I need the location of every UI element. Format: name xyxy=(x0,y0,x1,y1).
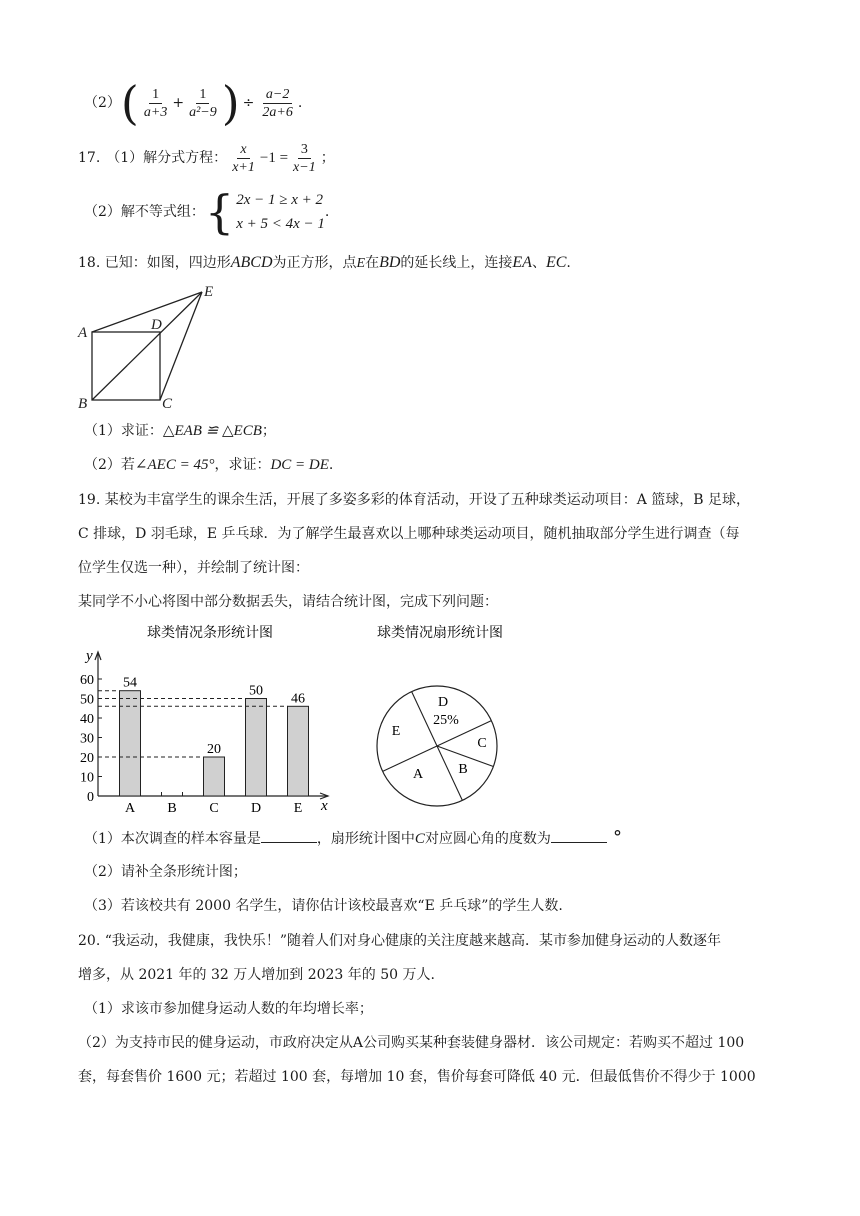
pie-chart-title: 球类情况扇形统计图 xyxy=(377,626,503,641)
q19-part3: （3）若该校共有 2000 名学生，请你估计该校最喜欢“E 乒乓球”的学生人数. xyxy=(84,898,563,914)
q16-frac2: $\frac{1}{\text{a²−9}}$ xyxy=(189,86,217,120)
label-e: E xyxy=(204,284,214,300)
q17-p2-end: . xyxy=(324,204,330,220)
left-paren: ( xyxy=(120,76,139,130)
q17-p2-label: （2）解不等式组： xyxy=(84,204,205,220)
line-be xyxy=(92,292,202,400)
pie-label-B: B xyxy=(458,762,468,777)
q16-plus: + xyxy=(172,95,185,111)
bar-value-label-D: 50 xyxy=(249,683,263,699)
inequality-system xyxy=(204,185,325,239)
q16-end: . xyxy=(297,95,303,111)
q20-line2: 增多，从 2021 年的 32 万人增加到 2023 年的 50 万人. xyxy=(78,967,435,983)
q20-line5: 套，每套售价 1600 元；若超过 100 套，每增加 10 套，售价每套可降低 40 元．但最低售价不得少于 1000 xyxy=(78,1069,756,1085)
q16-frac3: $\frac{a-2}{2a+6}$ xyxy=(262,86,293,120)
x-tick-label-C: C xyxy=(209,801,219,816)
bar-E xyxy=(288,706,309,796)
q18-part2: （2）若∠AEC = 45°，求证：DC = DE. xyxy=(84,457,334,473)
x-tick-label-A: A xyxy=(124,801,136,816)
bar-D xyxy=(246,699,267,797)
q17-frac1: $\frac{x}{x+1}$ xyxy=(232,141,255,175)
y-tick-label: 20 xyxy=(80,751,94,766)
label-b: B xyxy=(78,396,88,412)
q19-stem-line4: 某同学不小心将图中部分数据丢失，请结合统计图，完成下列问题： xyxy=(78,594,498,610)
q19-part1: （1）本次调查的样本容量是 ，扇形统计图中C对应圆心角的度数为 ° xyxy=(84,827,622,848)
bar-chart-title: 球类情况条形统计图 xyxy=(147,626,273,641)
pie-divider xyxy=(383,746,437,771)
y-tick-label: 40 xyxy=(80,712,94,727)
q19-stem-line1: 19. 某校为丰富学生的课余生活，开展了多姿多彩的体育活动，开设了五种球类运动项目：A 篮球，B 足球， xyxy=(78,492,751,508)
bar-chart xyxy=(70,620,350,820)
bar-value-label-C: 20 xyxy=(207,742,221,757)
pie-label-A: A xyxy=(412,767,424,782)
q19-stem-line3: 位学生仅选一种），并绘制了统计图： xyxy=(78,560,309,576)
q17-frac2: $\frac{3}{x-1}$ xyxy=(293,141,316,175)
label-c: C xyxy=(162,396,173,412)
x-tick-label-D: D xyxy=(250,801,262,816)
q17-p1-end: ； xyxy=(320,150,335,166)
inequality-row2: x + 5 < 4x − 1 xyxy=(236,216,325,232)
y-tick-label: 0 xyxy=(87,790,94,805)
bar-C xyxy=(204,757,225,796)
inequality-row1: 2x − 1 ≥ x + 2 xyxy=(236,192,323,208)
pie-label-C: C xyxy=(477,736,487,751)
q17-p1-label: （1）解分式方程： xyxy=(106,150,228,166)
x-axis-label: x xyxy=(321,798,328,814)
bar-value-label-A: 54 xyxy=(123,675,137,691)
q20-line3: （1）求该市参加健身运动人数的年均增长率； xyxy=(84,1001,373,1017)
y-tick-label: 10 xyxy=(80,770,94,786)
square-figure xyxy=(72,280,232,412)
q17-number: 17. xyxy=(78,150,101,166)
right-paren: ) xyxy=(221,76,240,130)
q18-part1: （1）求证：△EAB ≌ △ECB； xyxy=(84,423,276,439)
y-tick-label: 60 xyxy=(80,673,94,688)
q17-part1 xyxy=(78,138,335,178)
q19-part2: （2）请补全条形统计图； xyxy=(84,864,247,880)
q18-stem: 18. 已知：如图，四边形ABCD为正方形，点E在BD的延长线上，连接EA、EC. xyxy=(78,254,571,271)
label-a: A xyxy=(78,325,88,341)
pie-label-D: D xyxy=(437,695,449,710)
q16-div: ÷ xyxy=(242,95,255,111)
bar-value-label-E: 46 xyxy=(291,691,305,707)
pie-label-E: E xyxy=(391,724,401,739)
q16-expression xyxy=(84,78,302,128)
q16-frac1: $\frac{1}{a+3}$ xyxy=(143,86,168,120)
q17-mid: −1 = xyxy=(259,150,289,166)
label-d: D xyxy=(151,317,162,333)
x-tick-label-E: E xyxy=(293,801,303,816)
pie-percent-D: 25% xyxy=(433,713,459,728)
q17-part2 xyxy=(84,186,329,238)
q20-line1: 20. “我运动，我健康，我快乐！”随着人们对身心健康的关注度越来越高．某市参加健身运动的人数逐年 xyxy=(78,933,722,949)
q16-number: （2） xyxy=(84,95,121,111)
y-tick-label: 30 xyxy=(80,731,94,747)
q19-stem-line2: C 排球，D 羽毛球，E 乒乓球．为了解学生最喜欢以上哪种球类运动项目，随机抽取部分学生进行调查（每 xyxy=(78,526,740,542)
line-ae xyxy=(92,292,202,332)
y-axis-label: y xyxy=(86,648,93,664)
answer-blank-1[interactable] xyxy=(261,828,317,843)
x-tick-label-B: B xyxy=(167,801,177,816)
y-tick-label: 50 xyxy=(80,692,94,708)
brace: { xyxy=(204,185,235,239)
pie-chart xyxy=(360,620,520,820)
line-ce xyxy=(160,292,202,400)
answer-blank-2[interactable] xyxy=(551,828,607,843)
q20-line4: （2）为支持市民的健身运动，市政府决定从A公司购买某种套装健身器材．该公司规定：若购买不超过 100 xyxy=(78,1035,745,1051)
